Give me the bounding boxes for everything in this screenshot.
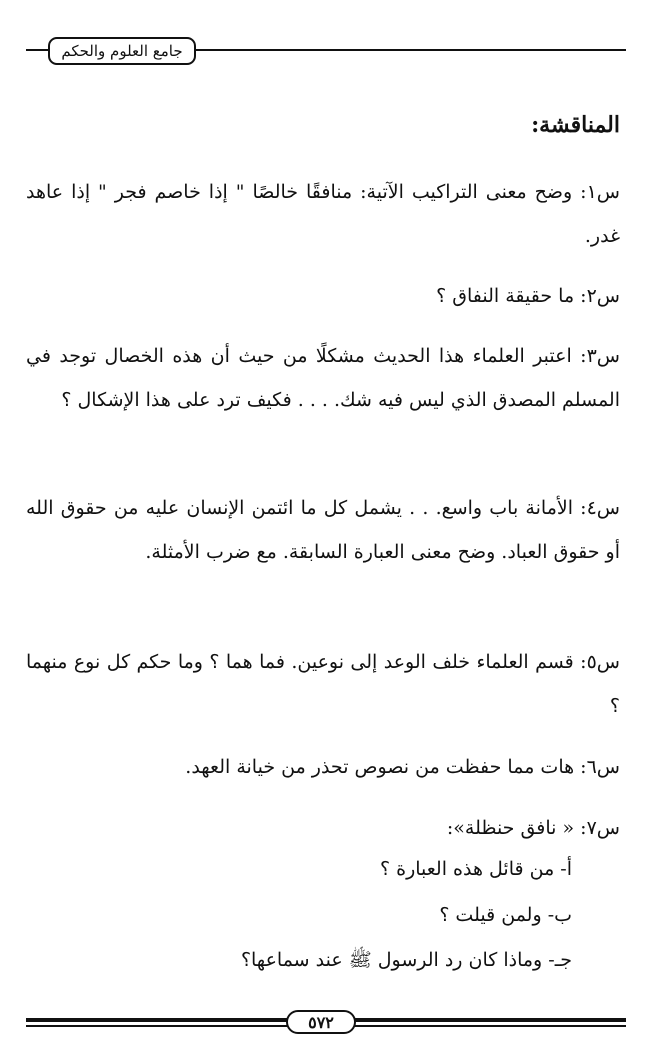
question-1: س١: وضح معنى التراكيب الآتية: منافقًا خالصًا " إذا خاصم فجر " إذا عاهد غدر. bbox=[26, 181, 620, 247]
page-number bbox=[286, 1010, 356, 1034]
running-header bbox=[48, 37, 196, 65]
question-6: س٦: هات مما حفظت من نصوص تحذر من خيانة العهد. bbox=[185, 756, 620, 778]
question-7: س٧: « نافق حنظلة»: bbox=[446, 817, 620, 839]
question-2: س٢: ما حقيقة النفاق ؟ bbox=[436, 285, 620, 307]
question-3: س٣: اعتبر العلماء هذا الحديث مشكلًا من حيث أن هذه الخصال توجد في المسلم المصدق الذي ليس فيه شك. . . . فكيف ترد على هذا الإشكال ؟ bbox=[26, 345, 620, 411]
question-5: س٥: قسم العلماء خلف الوعد إلى نوعين. فما هما ؟ وما حكم كل نوع منهما ؟ bbox=[26, 651, 620, 717]
sub-item-c: جـ- وماذا كان رد الرسول ﷺ عند سماعها؟ bbox=[240, 949, 572, 971]
question-4: س٤: الأمانة باب واسع. . . يشمل كل ما ائتمن الإنسان عليه من حقوق الله أو حقوق العباد. وضح معنى العبارة السابقة. مع ضرب الأمثلة. bbox=[26, 497, 620, 563]
page-number-text: ٥٧٢ bbox=[308, 1012, 334, 1032]
section-heading: المناقشة: bbox=[531, 112, 620, 138]
sub-item-b: ب- ولمن قيلت ؟ bbox=[439, 904, 572, 926]
sub-item-a: أ- من قائل هذه العبارة ؟ bbox=[379, 858, 572, 880]
book-title: جامع العلوم والحكم bbox=[61, 42, 183, 60]
